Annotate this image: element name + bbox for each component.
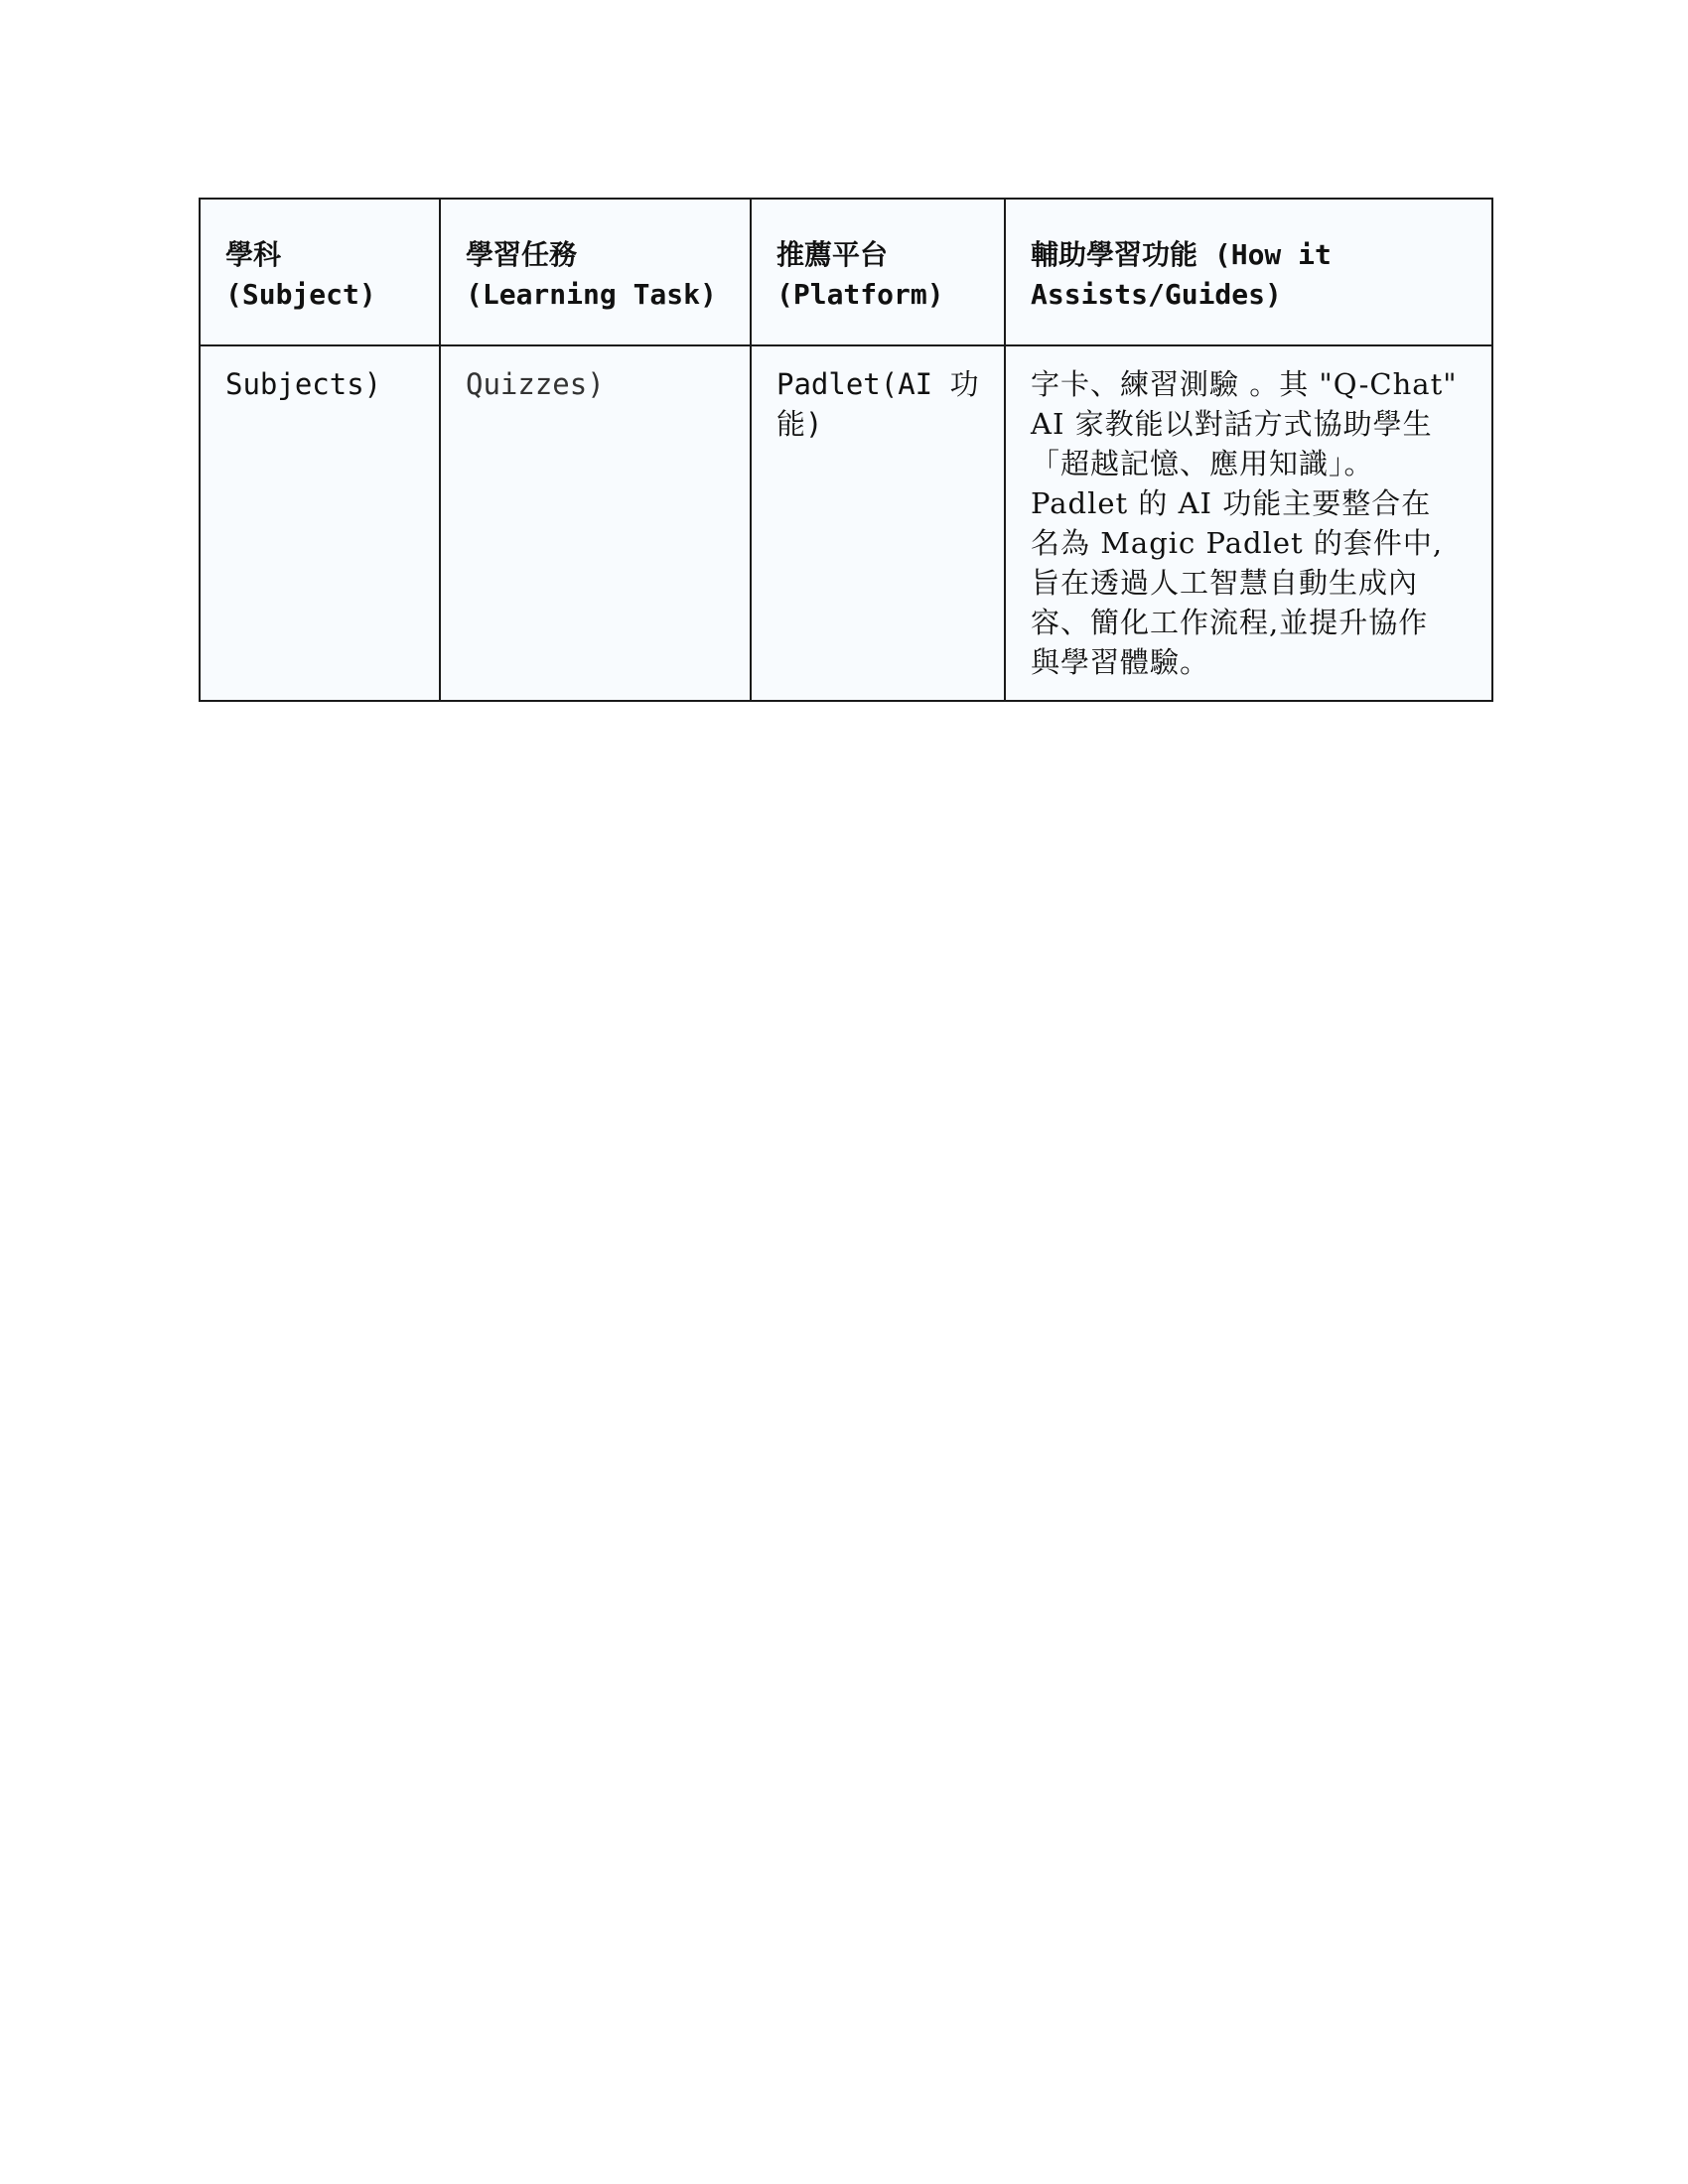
header-subject-zh: 學科 — [225, 238, 282, 271]
assist-line-6: 旨在透過人工智慧自動生成內 — [1031, 566, 1419, 600]
cell-platform — [751, 345, 1005, 701]
table-body — [200, 345, 1492, 701]
header-platform — [751, 199, 1005, 345]
cell-platform-line-1: Padlet(AI 功 — [776, 367, 979, 401]
header-task-en: (Learning Task) — [466, 278, 717, 311]
header-task-zh: 學習任務 — [466, 238, 578, 271]
cell-task — [440, 345, 751, 701]
header-row — [200, 199, 1492, 345]
header-assist — [1005, 199, 1492, 345]
cell-platform-line-2: 能) — [776, 407, 823, 441]
header-platform-en: (Platform) — [776, 278, 944, 311]
cell-assist-description — [1005, 345, 1492, 701]
assist-line-1: 字卡、練習測驗 。其 "Q-Chat" — [1031, 367, 1458, 401]
assist-line-4: Padlet 的 AI 功能主要整合在 — [1031, 486, 1432, 520]
header-subject-en: (Subject) — [225, 278, 376, 311]
header-platform-zh: 推薦平台 — [776, 238, 889, 271]
assist-line-5: 名為 Magic Padlet 的套件中, — [1031, 526, 1444, 560]
table-header — [200, 199, 1492, 345]
header-assist-line-1: 輔助學習功能 (How it — [1031, 238, 1332, 271]
assist-line-7: 容、簡化工作流程,並提升協作 — [1031, 606, 1429, 639]
cell-subject-text: Subjects) — [225, 367, 382, 401]
header-subject — [200, 199, 440, 345]
assist-line-3: 「超越記憶、應用知識」。 — [1031, 447, 1374, 480]
learning-platform-table — [199, 198, 1493, 702]
assist-line-8: 與學習體驗。 — [1031, 645, 1210, 679]
header-assist-line-2: Assists/Guides) — [1031, 278, 1282, 311]
cell-task-text: Quizzes) — [466, 367, 605, 401]
header-task — [440, 199, 751, 345]
table-row — [200, 345, 1492, 701]
cell-subject — [200, 345, 440, 701]
assist-line-2: AI 家教能以對話方式協助學生 — [1031, 407, 1433, 441]
